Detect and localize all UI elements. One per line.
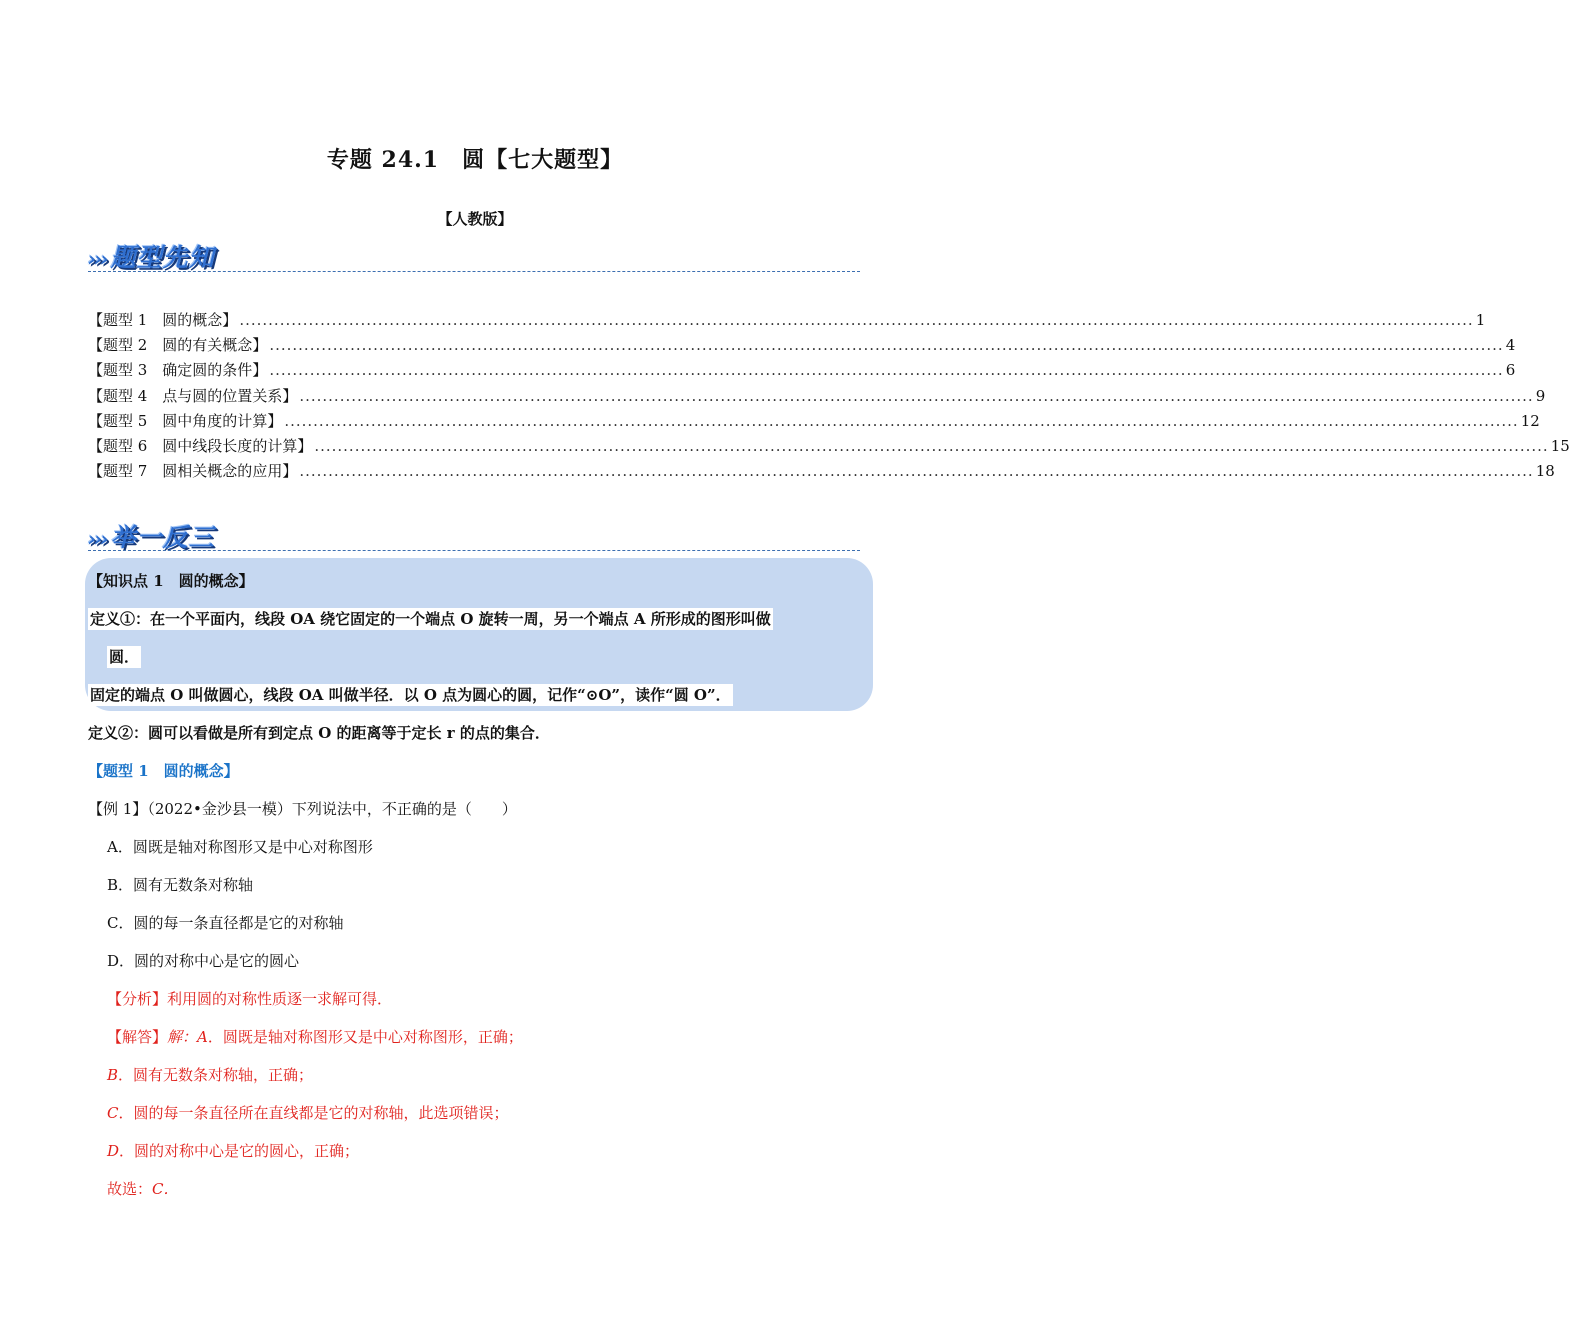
toc-item-label: 【题型 7 圆相关概念的应用】 — [88, 462, 298, 481]
answer-text: ．圆的对称中心是它的圆心，正确； — [119, 1142, 360, 1160]
toc-item-label: 【题型 3 确定圆的条件】 — [88, 361, 268, 380]
toc-item[interactable] — [88, 334, 1516, 359]
knowledge-heading: 【知识点 1 圆的概念】 — [88, 572, 254, 590]
toc-item-page: 1 — [1475, 311, 1486, 329]
toc-item-page: 4 — [1505, 336, 1516, 355]
toc-leader: ...................................................................................................................................................................................................................... — [314, 436, 1549, 455]
divider — [88, 550, 860, 551]
definition-1-line-3 — [88, 684, 733, 705]
option-c: C．圆的每一条直径都是它的对称轴 — [107, 914, 344, 932]
banner-practice-text: 举一反三 — [110, 523, 215, 552]
analysis-text: 利用圆的对称性质逐一求解可得． — [167, 990, 393, 1008]
page-title: 专题 24.1 圆【七大题型】 — [326, 147, 624, 173]
example-prefix: 【例 1】 — [88, 800, 148, 818]
toc-item[interactable] — [88, 410, 1540, 435]
toc-leader: ...................................................................................................................................................................................................................... — [299, 386, 1534, 405]
toc-item-page: 18 — [1535, 462, 1555, 481]
toc-item[interactable] — [88, 385, 1546, 410]
answer-text: ．圆既是轴对称图形又是中心对称图形，正确； — [207, 1028, 523, 1046]
answer-letter: 解：A — [167, 1028, 208, 1046]
toc-item[interactable] — [88, 435, 1570, 460]
toc-item-page: 15 — [1550, 436, 1570, 455]
option-d: D．圆的对称中心是它的圆心 — [107, 952, 300, 970]
definition-1-text-cont: 圆． — [109, 648, 140, 666]
answer-tag: 【解答】 — [107, 1028, 168, 1046]
toc-item-label: 【题型 1 圆的概念】 — [88, 311, 238, 329]
toc-item-label: 【题型 6 圆中线段长度的计算】 — [88, 436, 313, 455]
toc-item-label: 【题型 4 点与圆的位置关系】 — [88, 386, 298, 405]
option-a: A．圆既是轴对称图形又是中心对称图形 — [107, 838, 373, 856]
toc-item-page: 6 — [1505, 361, 1516, 380]
banner-practice — [88, 518, 215, 554]
toc-item[interactable] — [88, 309, 1486, 334]
type-heading: 【题型 1 圆的概念】 — [88, 762, 239, 780]
answer-letter: C — [107, 1104, 119, 1122]
analysis-tag: 【分析】 — [107, 990, 168, 1008]
answer-line-1 — [107, 1026, 523, 1047]
definition-1-line-2 — [107, 646, 141, 667]
toc-leader: ...................................................................................................................................................................................................................... — [269, 361, 1504, 380]
toc-item-label: 【题型 2 圆的有关概念】 — [88, 336, 268, 355]
answer-text: ．圆的每一条直径所在直线都是它的对称轴，此选项错误； — [118, 1104, 509, 1122]
definition-2: 定义②：圆可以看做是所有到定点 O 的距离等于定长 r 的点的集合． — [88, 724, 550, 742]
toc-leader: ...................................................................................................................................................................................................................... — [284, 411, 1519, 430]
table-of-contents — [88, 309, 1570, 485]
answer-line-3 — [107, 1102, 509, 1123]
toc-leader: ...................................................................................................................................................................................................................... — [239, 311, 1474, 329]
divider — [88, 271, 860, 272]
conclusion-letter: C． — [152, 1180, 179, 1198]
arrows-icon: ››› — [88, 527, 107, 551]
banner-types-preview — [88, 238, 215, 274]
toc-leader: ...................................................................................................................................................................................................................... — [269, 336, 1504, 355]
answer-letter: D — [107, 1142, 120, 1160]
conclusion-prefix: 故选： — [107, 1180, 153, 1198]
banner-types-preview-text: 题型先知 — [110, 243, 215, 272]
option-b: B．圆有无数条对称轴 — [107, 876, 254, 894]
arrows-icon: ››› — [88, 247, 107, 271]
analysis — [107, 988, 392, 1009]
toc-item[interactable] — [88, 460, 1555, 485]
answer-letter: B — [107, 1066, 119, 1084]
example-text: （2022•金沙县一模）下列说法中，不正确的是（ ） — [147, 800, 517, 818]
conclusion — [107, 1178, 179, 1199]
example-question — [88, 798, 517, 819]
answer-text: ．圆有无数条对称轴，正确； — [118, 1066, 314, 1084]
toc-item-label: 【题型 5 圆中角度的计算】 — [88, 411, 283, 430]
definition-1-text: 定义①：在一个平面内，线段 OA 绕它固定的一个端点 O 旋转一周，另一个端点 A 所形成的图形叫做 — [90, 610, 771, 628]
toc-leader: ...................................................................................................................................................................................................................... — [299, 462, 1534, 481]
toc-item-page: 9 — [1535, 386, 1546, 405]
edition-label: 【人教版】 — [437, 210, 513, 228]
answer-line-4 — [107, 1140, 359, 1161]
answer-line-2 — [107, 1064, 313, 1085]
definition-1-text-cont: 固定的端点 O 叫做圆心，线段 OA 叫做半径．以 O 点为圆心的圆，记作“⊙O”，读作“圆 O”． — [90, 686, 731, 704]
definition-1-line-1 — [88, 608, 773, 629]
toc-item-page: 12 — [1520, 411, 1540, 430]
toc-item[interactable] — [88, 359, 1516, 384]
